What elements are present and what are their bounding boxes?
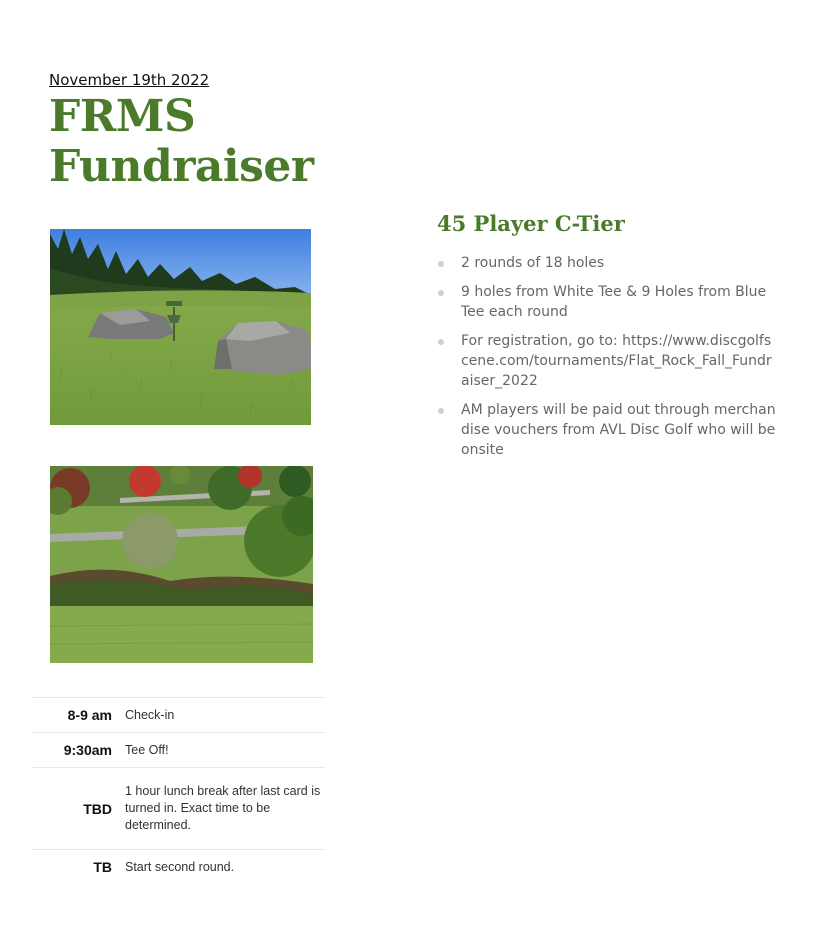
schedule-desc: Tee Off! — [125, 733, 325, 768]
schedule-time: TBD — [32, 768, 125, 850]
bullet-icon — [438, 261, 444, 267]
schedule-time: TB — [32, 850, 125, 885]
schedule-desc: Check-in — [125, 698, 325, 733]
info-list — [437, 253, 777, 469]
list-item-text: 2 rounds of 18 holes — [461, 255, 605, 271]
list-item — [437, 400, 777, 460]
bullet-icon — [438, 408, 444, 414]
bullet-icon — [438, 290, 444, 296]
schedule-desc: 1 hour lunch break after last card is turned in. Exact time to be determined. — [125, 768, 325, 850]
schedule-time: 9:30am — [32, 733, 125, 768]
schedule-time: 8-9 am — [32, 698, 125, 733]
event-date: November 19th 2022 — [49, 71, 210, 89]
list-item — [437, 282, 777, 322]
list-item-text: AM players will be paid out through merchandise vouchers from AVL Disc Golf who will be onsite — [461, 402, 776, 458]
page-title — [49, 92, 389, 192]
course-photo-boulders — [50, 229, 311, 425]
info-heading: 45 Player C-Tier — [437, 211, 625, 236]
course-photo-trees — [50, 466, 313, 663]
title-line-1: FRMS — [49, 91, 196, 142]
list-item — [437, 253, 777, 273]
table-row — [32, 698, 325, 733]
bullet-icon — [438, 339, 444, 345]
table-row — [32, 850, 325, 885]
list-item-text: 9 holes from White Tee & 9 Holes from Blue Tee each round — [461, 284, 767, 320]
schedule-table — [32, 697, 325, 884]
schedule-desc: Start second round. — [125, 850, 325, 885]
table-row — [32, 733, 325, 768]
table-row — [32, 768, 325, 850]
list-item-text: For registration, go to: https://www.discgolfscene.com/tournaments/Flat_Rock_Fall_Fundraiser_2022 — [461, 333, 772, 389]
title-line-2: Fundraiser — [49, 141, 314, 192]
list-item — [437, 331, 777, 391]
